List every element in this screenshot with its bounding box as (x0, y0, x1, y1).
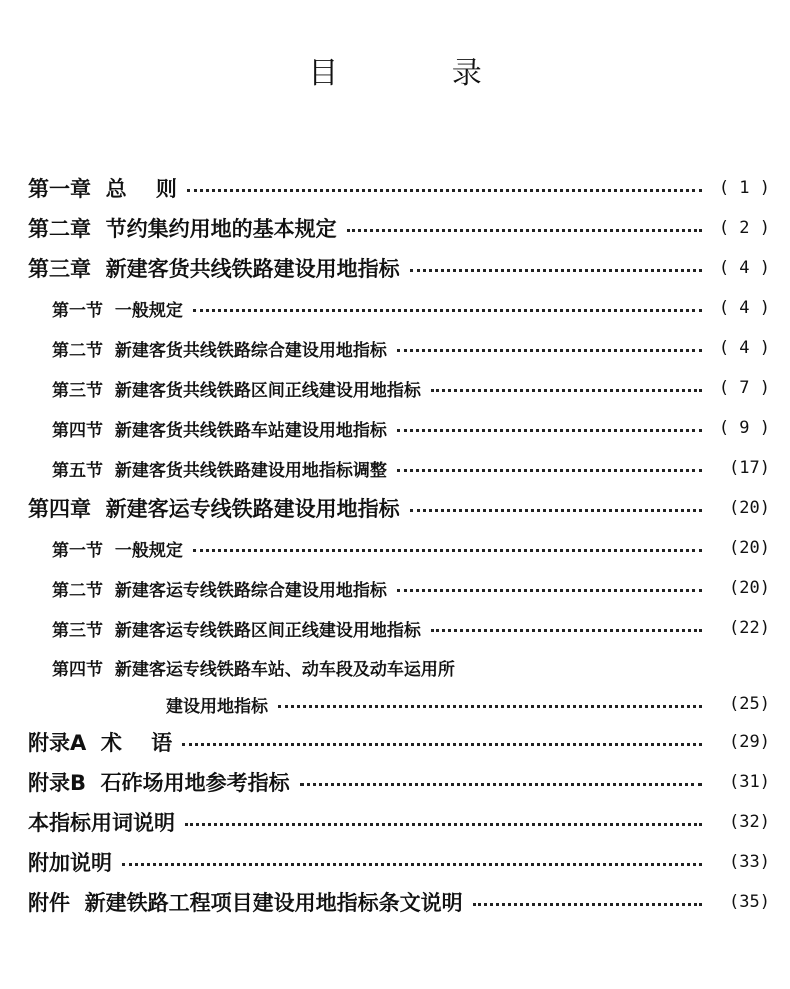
toc-entry-label: 第二节 新建客货共线铁路综合建设用地指标 (52, 340, 387, 361)
toc-entry-page: ( 4 ) (718, 258, 770, 278)
toc-entry-page: (17) (729, 458, 770, 478)
toc-entry-appendix-b[interactable] (28, 762, 770, 802)
toc-entry-label: 第五节 新建客货共线铁路建设用地指标调整 (52, 460, 387, 481)
toc-entry-page: (29) (729, 732, 770, 752)
toc-entry-section[interactable] (28, 328, 770, 368)
toc-entry-label: 第四节 新建客货共线铁路车站建设用地指标 (52, 420, 387, 441)
dot-leader (278, 705, 702, 708)
toc-entry-page: (20) (729, 538, 770, 558)
dot-leader (193, 549, 702, 552)
toc-entry-section[interactable] (28, 568, 770, 608)
toc-entry-section[interactable] (28, 608, 770, 648)
toc-entry-section-multiline[interactable] (28, 648, 770, 686)
dot-leader (431, 389, 702, 392)
toc-entry-label: 第三章 新建客货共线铁路建设用地指标 (28, 257, 400, 281)
toc-entry-label: 附录A 术 语 (28, 731, 173, 755)
toc-entry-page: ( 4 ) (718, 338, 770, 358)
dot-leader (410, 269, 702, 272)
dot-leader (182, 743, 702, 746)
toc-entry-additional-note[interactable] (28, 842, 770, 882)
dot-leader (300, 783, 702, 786)
toc-entry-chapter-1[interactable] (28, 168, 770, 208)
toc-entry-label: 本指标用词说明 (28, 811, 175, 835)
toc-entry-section[interactable] (28, 408, 770, 448)
dot-leader (122, 863, 702, 866)
toc-entry-page: (31) (729, 772, 770, 792)
toc-entry-label: 第二节 新建客运专线铁路综合建设用地指标 (52, 580, 387, 601)
toc-entry-page: (20) (729, 578, 770, 598)
dot-leader (397, 349, 702, 352)
toc-entry-section-continuation[interactable] (28, 686, 770, 722)
toc-entry-page: ( 1 ) (718, 178, 770, 198)
dot-leader (347, 229, 702, 232)
toc-entry-label: 第一节 一般规定 (52, 540, 183, 561)
dot-leader (397, 429, 702, 432)
dot-leader (397, 589, 702, 592)
toc-entry-section[interactable] (28, 448, 770, 488)
toc-entry-chapter-3[interactable] (28, 248, 770, 288)
toc-entry-label: 第四章 新建客运专线铁路建设用地指标 (28, 497, 400, 521)
toc-entry-page: (25) (729, 694, 770, 714)
toc-entry-label: 第二章 节约集约用地的基本规定 (28, 217, 337, 241)
dot-leader (431, 629, 702, 632)
toc-entry-label: 附录B 石砟场用地参考指标 (28, 771, 290, 795)
toc-entry-wording-note[interactable] (28, 802, 770, 842)
toc-entry-label: 第三节 新建客货共线铁路区间正线建设用地指标 (52, 380, 421, 401)
toc-entry-chapter-2[interactable] (28, 208, 770, 248)
toc-entry-page: ( 9 ) (718, 418, 770, 438)
toc-entry-page: (32) (729, 812, 770, 832)
toc-entry-chapter-4[interactable] (28, 488, 770, 528)
toc-entry-attachment[interactable] (28, 882, 770, 922)
toc-entry-page: ( 4 ) (718, 298, 770, 318)
toc-entry-page: (33) (729, 852, 770, 872)
toc-entry-label: 第四节 新建客运专线铁路车站、动车段及动车运用所 (52, 659, 455, 680)
toc-entry-page: (35) (729, 892, 770, 912)
toc-entry-section[interactable] (28, 368, 770, 408)
table-of-contents (28, 168, 770, 922)
toc-entry-label: 第一章 总 则 (28, 177, 177, 201)
toc-entry-label: 第三节 新建客运专线铁路区间正线建设用地指标 (52, 620, 421, 641)
dot-leader (397, 469, 702, 472)
toc-entry-label: 建设用地指标 (166, 696, 268, 717)
dot-leader (473, 903, 702, 906)
dot-leader (185, 823, 702, 826)
page-title: 目 录 (308, 56, 534, 91)
toc-entry-page: (22) (729, 618, 770, 638)
dot-leader (410, 509, 702, 512)
dot-leader (193, 309, 702, 312)
dot-leader (187, 189, 702, 192)
toc-entry-label: 第一节 一般规定 (52, 300, 183, 321)
toc-entry-section[interactable] (28, 528, 770, 568)
toc-entry-page: ( 2 ) (718, 218, 770, 238)
toc-entry-page: ( 7 ) (718, 378, 770, 398)
toc-entry-appendix-a[interactable] (28, 722, 770, 762)
toc-entry-page: (20) (729, 498, 770, 518)
toc-entry-label: 附加说明 (28, 851, 112, 875)
toc-entry-label: 附件 新建铁路工程项目建设用地指标条文说明 (28, 891, 463, 915)
toc-entry-section[interactable] (28, 288, 770, 328)
